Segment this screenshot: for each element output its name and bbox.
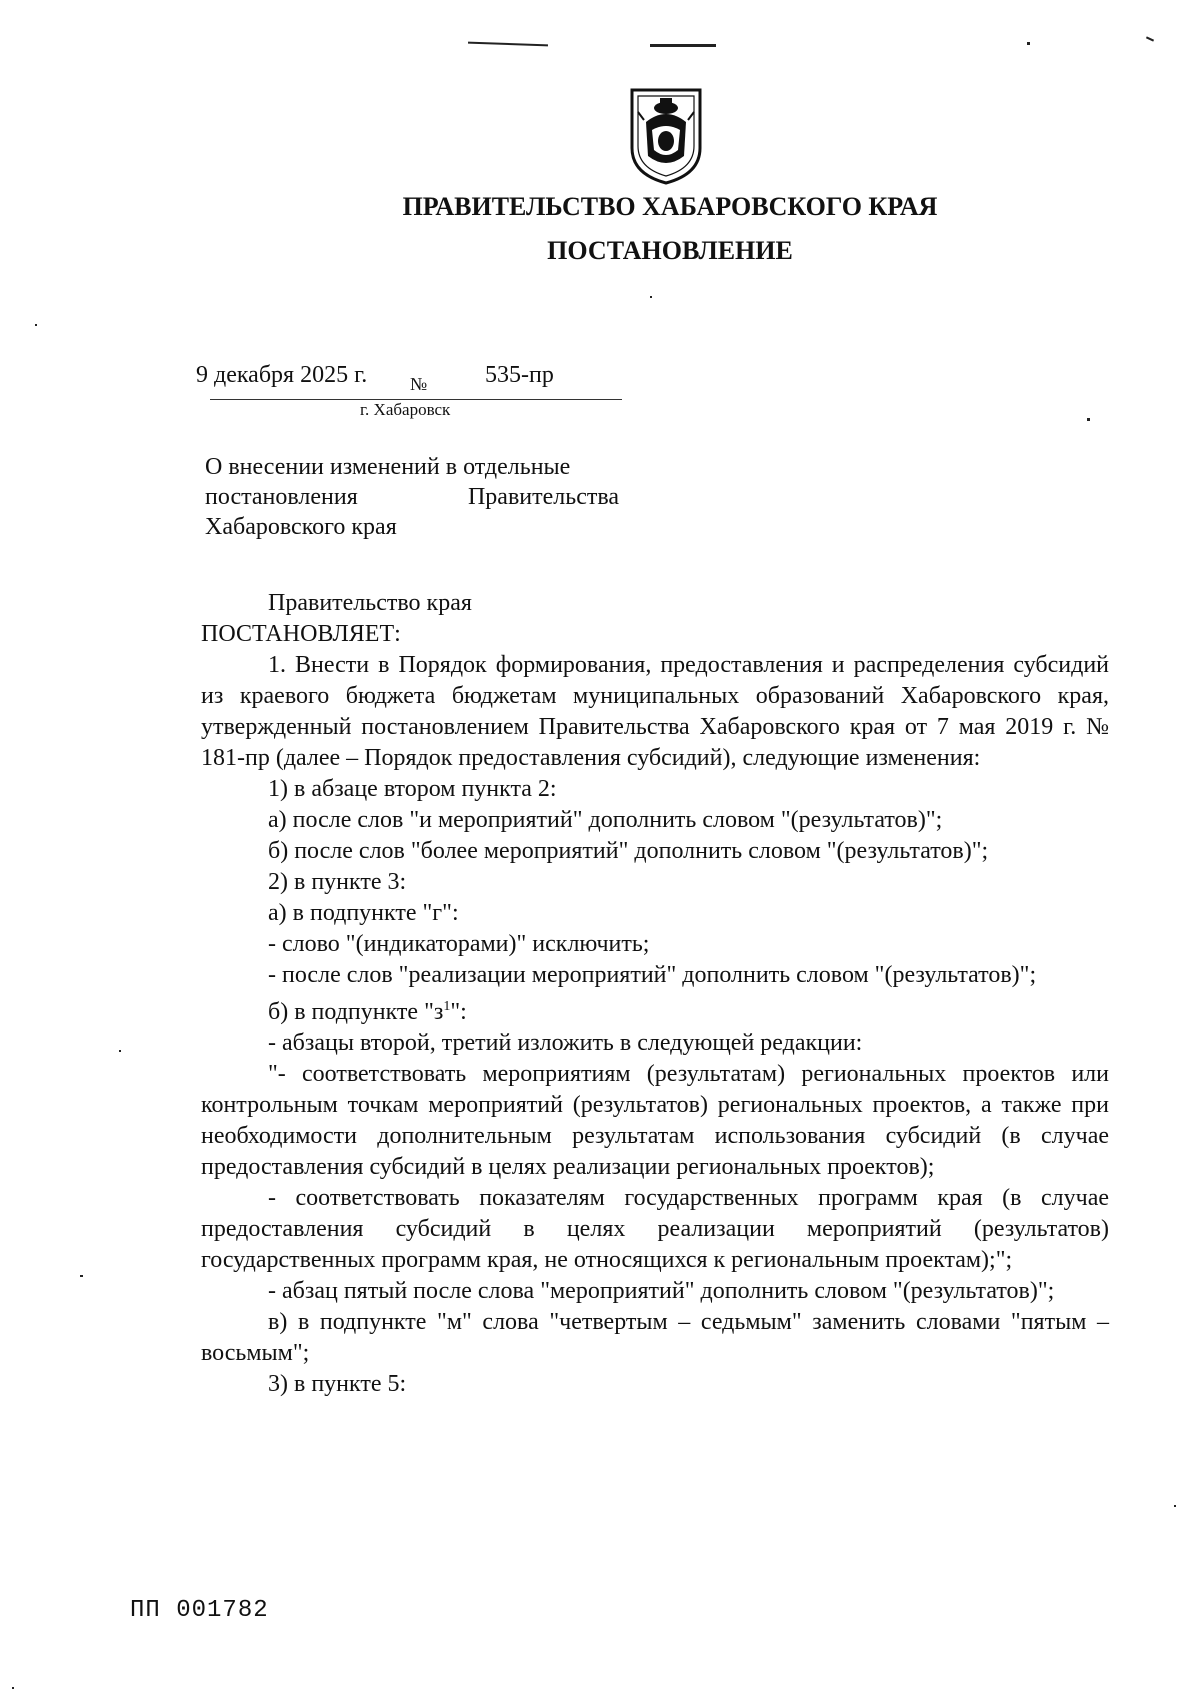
paragraph-9-text: б) в подпункте "з <box>268 999 444 1025</box>
khabarovsk-coat-of-arms-icon <box>628 86 704 186</box>
scan-mark <box>1174 1505 1176 1507</box>
paragraph-10: - абзацы второй, третий изложить в следующей редакции: <box>268 1030 863 1056</box>
paragraph-2: 1) в абзаце втором пункта 2: <box>268 776 557 802</box>
subject-line-2 <box>205 482 619 512</box>
paragraph-4: б) после слов "более мероприятий" дополнить словом "(результатов)"; <box>268 838 989 864</box>
form-code: ПП 001782 <box>130 1597 269 1624</box>
paragraph-13: - абзац пятый после слова "мероприятий" дополнить словом "(результатов)"; <box>268 1278 1055 1304</box>
paragraph-5: 2) в пункте 3: <box>268 869 407 895</box>
number-sign: № <box>410 374 428 394</box>
subject-line-2b: Правительства <box>467 484 619 510</box>
scan-mark <box>12 1687 14 1689</box>
paragraph-8: - после слов "реализации мероприятий" дополнить словом "(результатов)"; <box>268 962 1037 988</box>
document-type-title: ПОСТАНОВЛЕНИЕ <box>547 236 793 265</box>
document-body <box>201 588 1109 1400</box>
subject-line-2a: постановления <box>205 484 358 510</box>
document-subject <box>205 452 619 542</box>
city-label: г. Хабаровск <box>360 400 451 419</box>
scan-mark <box>80 1275 83 1277</box>
paragraph-9 <box>201 991 1109 1028</box>
subject-line-3: Хабаровского края <box>205 514 397 540</box>
document-date: 9 декабря 2025 г. <box>196 362 368 388</box>
scan-mark <box>650 296 652 298</box>
scan-mark <box>1087 418 1090 421</box>
paragraph-7: - слово "(индикаторами)" исключить; <box>268 931 650 957</box>
scan-mark <box>468 42 548 47</box>
intro-resolves: ПОСТАНОВЛЯЕТ: <box>201 621 401 647</box>
paragraph-1: 1. Внести в Порядок формирования, предоставления и распределения субсидий из краевого бюджета бюджетам муниципальных образований Хабаровского края, утвержденный постановлением Правительства Хабаровского края от 7 мая 2019 г. № 181-пр (далее – Порядок предоставления субсидий), следующие изменения: <box>201 652 1109 771</box>
intro-government: Правительство края <box>268 590 472 616</box>
organization-title: ПРАВИТЕЛЬСТВО ХАБАРОВСКОГО КРАЯ <box>402 192 938 221</box>
paragraph-12: - соответствовать показателям государственных программ края (в случае предоставления субсидий в целях реализации мероприятий (результатов) государственных программ края, не относящихся к региональным проектам);"; <box>201 1185 1109 1273</box>
paragraph-6: а) в подпункте "г": <box>268 900 459 926</box>
paragraph-15: 3) в пункте 5: <box>268 1371 407 1397</box>
subject-line-1: О внесении изменений в отдельные <box>205 454 571 480</box>
paragraph-9-superscript: 1 <box>443 999 451 1014</box>
scan-mark <box>35 324 37 326</box>
paragraph-14: в) в подпункте "м" слова "четвертым – седьмым" заменить словами "пятым – восьмым"; <box>201 1309 1109 1366</box>
paragraph-11: "- соответствовать мероприятиям (результатам) региональных проектов или контрольным точкам мероприятий (результатов) региональных проектов, а также при необходимости дополнительным результатам использования субсидий (в случае предоставления субсидий в целях реализации региональных проектов); <box>201 1061 1109 1180</box>
paragraph-3: а) после слов "и мероприятий" дополнить словом "(результатов)"; <box>268 807 943 833</box>
paragraph-9-tail: ": <box>450 999 467 1025</box>
scan-mark <box>650 44 716 47</box>
scan-mark <box>1146 36 1154 41</box>
scan-mark <box>1027 42 1030 45</box>
document-number: 535-пр <box>485 362 554 388</box>
scan-mark <box>119 1050 121 1052</box>
